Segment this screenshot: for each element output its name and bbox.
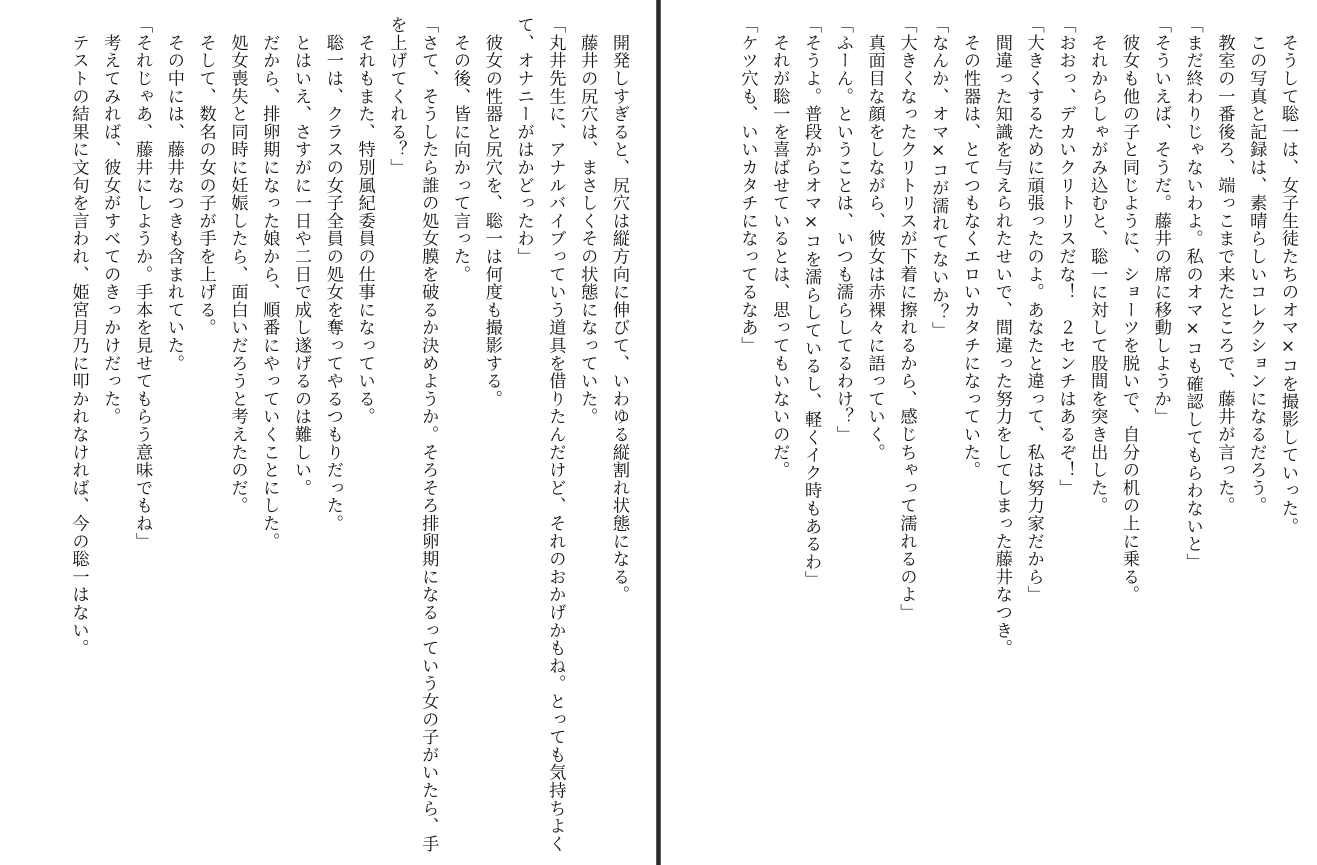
text-line: 真面目な顔をしながら、彼女は赤裸々に語っていく。	[864, 16, 885, 461]
text-line: 「そうよ。普段からオマ×コを濡らしているし、軽くイク時もあるわ」	[801, 16, 822, 589]
text-line: 藤井の尻穴は、まさしくその状態になっていた。	[577, 16, 598, 426]
right-page	[661, 0, 1317, 865]
text-line: だから、排卵期になった娘から、順番にやっていくことにした。	[259, 16, 280, 550]
text-line: 「さて、そうしたら誰の処女膜を破るか決めようか。そろそろ排卵期になるっていう女の子がいたら、手を上げてくれる？」	[386, 16, 439, 853]
text-line: 彼女も他の子と同じように、ショーツを脱いで、自分の机の上に乗る。	[1119, 16, 1140, 604]
text-line: そして、数名の女の子が手を上げる。	[195, 16, 216, 337]
text-line: とはいえ、さすがに一日や二日で成し遂げるのは難しい。	[291, 16, 312, 497]
text-line: 「まだ終わりじゃないわよ。私のオマ×コも確認してもらわないと」	[1182, 16, 1203, 571]
text-line: 彼女の性器と尻穴を、聡一は何度も撮影する。	[481, 16, 502, 408]
left-page	[0, 0, 656, 865]
text-line: 処女喪失と同時に妊娠したら、面白いだろうと考えたのだ。	[227, 16, 248, 515]
text-line: 「そういえば、そうだ。藤井の席に移動しようか」	[1150, 16, 1171, 426]
text-line: その中には、藤井なつきも含まれていた。	[163, 16, 184, 372]
text-line: それからしゃがみ込むと、聡一に対して股間を突き出した。	[1087, 16, 1108, 515]
text-line: 「おおっ、デカいクリトリスだな！ ２センチはあるぞ！」	[1055, 16, 1076, 497]
text-line: 教室の一番後ろ、端っこまで来たところで、藤井が言った。	[1214, 16, 1235, 515]
text-line: 「なんか、オマ×コが濡れてないか？」	[928, 16, 949, 340]
text-line: 考えてみれば、彼女がすべてのきっかけだった。	[100, 16, 121, 426]
text-line: それもまた、特別風紀委員の仕事になっている。	[354, 16, 375, 426]
text-line: 「丸井先生に、アナルバイブっていう道具を借りたんだけど、それのおかげかもね。とっても気持ちよくて、オナニーがはかどったわ」	[513, 16, 566, 853]
text-line: そうして聡一は、女子生徒たちのオマ×コを撮影していった。	[1278, 16, 1298, 535]
text-line: この写真と記録は、素晴らしいコレクションになるだろう。	[1246, 16, 1267, 515]
text-line: 聡一は、クラスの女子全員の処女を奪ってやるつもりだった。	[322, 16, 343, 533]
text-line: 「それじゃあ、藤井にしようか。手本を見せてもらう意味でもね」	[132, 16, 153, 550]
text-line: 「ケツ穴も、いいカタチになってるなあ」	[737, 16, 758, 355]
text-line: 「ふーん。ということは、いつも濡らしてるわけ？」	[832, 16, 853, 444]
text-line: その性器は、とてつもなくエロいカタチになっていた。	[960, 16, 981, 479]
text-line: 「大きくなったクリトリスが下着に擦れるから、感じちゃって濡れるのよ」	[896, 16, 917, 622]
text-line: 「大きくするために頑張ったのよ。あなたと違って、私は努力家だから」	[1023, 16, 1044, 604]
text-line: その後、皆に向かって言った。	[450, 16, 471, 283]
text-line: 間違った知識を与えられたせいで、間違った努力をしてしまった藤井なつき。	[991, 16, 1012, 657]
text-line: テストの結果に文句を言われ、姫宮月乃に叩かれなければ、今の聡一はない。	[68, 16, 89, 657]
text-line: 開発しすぎると、尻穴は縦方向に伸びて、いわゆる縦割れ状態になる。	[609, 16, 629, 604]
left-page-text	[34, 16, 634, 856]
text-line: それが聡一を喜ばせているとは、思ってもいないのだ。	[769, 16, 790, 479]
right-page-text	[683, 16, 1303, 856]
